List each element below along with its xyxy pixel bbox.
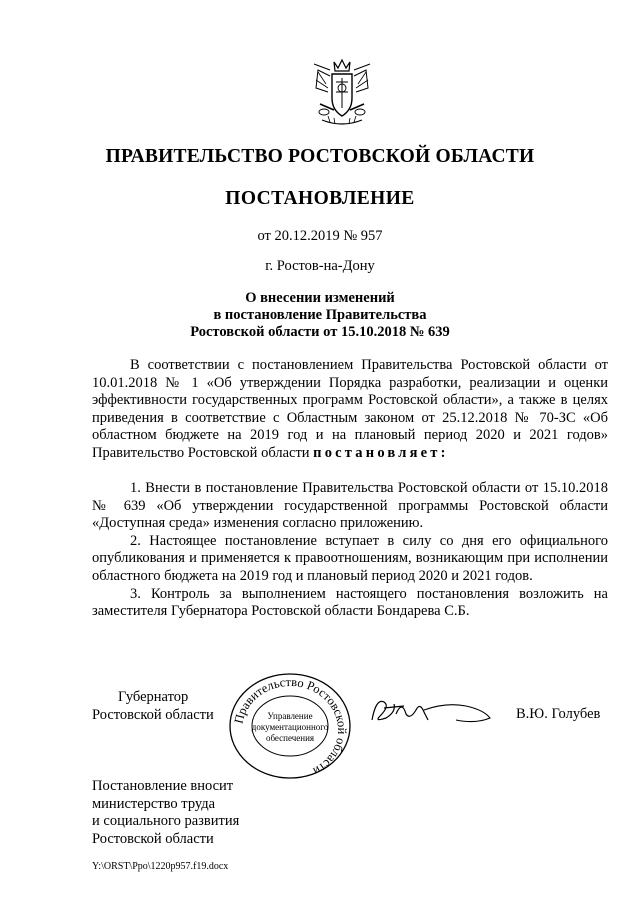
submitter-line: и социального развития [92,813,240,830]
submitter-line: министерство труда [92,795,216,812]
submitter-line: Ростовской области [92,830,214,847]
resolution-item: 2. Настоящее постановление вступает в силу со дня его официального опубликования и применяется к правоотношениям, возникающим при исполнении областного бюджета на 2019 год и плановый период 2020 и 2021 годов. [92,532,608,584]
government-title: ПРАВИТЕЛЬСТВО РОСТОВСКОЙ ОБЛАСТИ [105,146,535,167]
subject-line: Ростовской области от 15.10.2018 № 639 [190,324,450,340]
date-and-number: от 20.12.2019 № 957 [257,228,383,244]
resolution-item: 3. Контроль за выполнением настоящего постановления возложить на заместителя Губернатора Ростовской области Бондарева С.Б. [92,585,608,620]
stamp-center-line: документационного [251,722,329,732]
position-line: Ростовской области [92,707,214,723]
preamble-paragraph [92,357,608,463]
document-subject [0,290,640,341]
stamp-ring-text: Правительство Ростовской области [231,674,350,779]
resolves-word: постановляет: [313,444,449,461]
handwritten-signature [366,690,496,730]
official-stamp [226,672,354,780]
file-path: Y:\ORST\Ppo\1220p957.f19.docx [92,861,229,872]
city: г. Ростов-на-Дону [265,258,375,274]
submitter-line: Постановление вносит [92,778,234,794]
subject-line: в постановление Правительства [213,307,427,323]
rostov-coat-of-arms-icon [312,58,372,130]
document-type-title: ПОСТАНОВЛЕНИЕ [225,188,415,209]
preamble-text [92,357,608,463]
stamp-center-line: обеспечения [265,733,315,743]
resolution-item: 1. Внести в постановление Правительства Ростовской области от 15.10.2018 № 639 «Об утверждении государственной программы Ростовской области «Доступная среда» изменения согласно приложению. [92,480,608,532]
resolution-items [92,480,608,621]
submitter-note [92,778,239,848]
signatory-position [92,688,214,724]
signatory-name: В.Ю. Голубев [516,706,601,722]
stamp-center-line: Управление [267,711,313,721]
subject-line: О внесении изменений [245,290,395,306]
position-line: Губернатор [118,689,189,705]
preamble-body: В соответствии с постановлением Правительства Ростовской области от 10.01.2018 № 1 «Об утверждении Порядка разработки, реализации и оценки эффективности государственных программ Ростовской области», а также в целях приведения в соответствие с Областным законом от 25.12.2018 № 70-ЗС «Об областном бюджете на 2019 год и на плановый период 2020 и 2021 годов» Правительство Ростовской области [92,357,608,461]
